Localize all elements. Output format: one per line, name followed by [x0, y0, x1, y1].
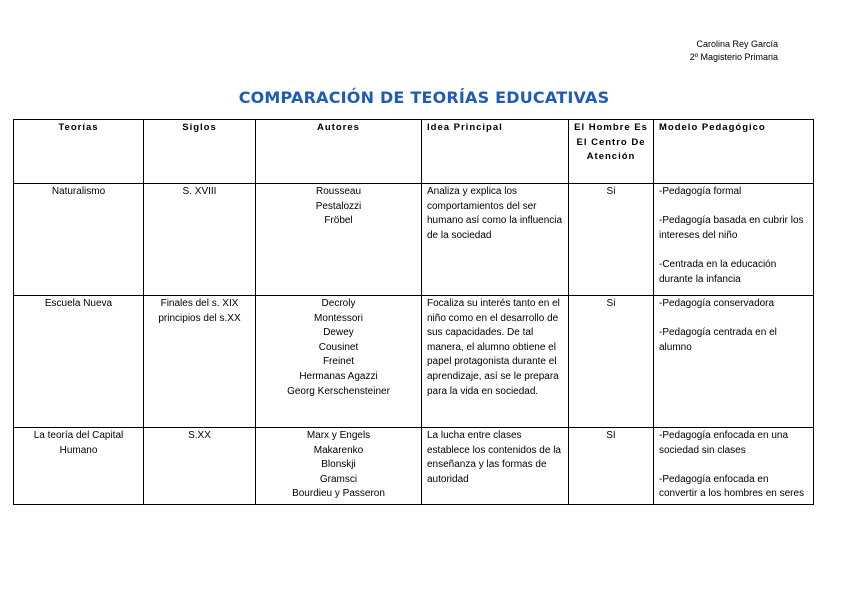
table-row — [14, 428, 814, 505]
header-hombre-centro: El Hombre Es El Centro De Atención — [569, 120, 654, 184]
header-teorias: Teorías — [14, 120, 144, 184]
header-siglos: Siglos — [144, 120, 256, 184]
model-item: -Pedagogía enfocada en convertir a los hombres en seres — [659, 473, 805, 500]
cell-idea: La lucha entre clases establece los contenidos de la enseñanza y las formas de autoridad — [422, 428, 569, 505]
author-item: Montessori — [314, 312, 363, 324]
model-item: -Pedagogía formal — [659, 186, 742, 197]
cell-hombre: Si — [569, 296, 654, 428]
author-item: Freinet — [322, 356, 355, 368]
cell-siglo: S.XX — [144, 428, 256, 505]
model-item: -Pedagogía enfocada en una sociedad sin clases — [659, 430, 788, 456]
cell-teoria: Escuela Nueva — [14, 296, 144, 428]
author-item: Dewey — [323, 327, 354, 339]
cell-modelo — [654, 184, 814, 296]
cell-hombre: SI — [569, 428, 654, 505]
table-row — [14, 184, 814, 296]
author-block — [690, 38, 778, 64]
author-item: Blonskji — [321, 459, 356, 471]
author-item: Makarenko — [313, 444, 364, 456]
model-item: -Pedagogía basada en cubrir los intereses del niño — [659, 215, 804, 241]
cell-idea: Focaliza su interés tanto en el niño como en el desarrollo de sus capacidades. De tal manera, el alumno obtiene el papel protagonista durante el aprendizaje, así se le prepara para la vida en sociedad. — [422, 296, 569, 428]
table-header-row — [14, 120, 814, 184]
page-title: COMPARACIÓN DE TEORÍAS EDUCATIVAS — [238, 88, 610, 107]
author-item: Pestalozzi — [315, 200, 362, 212]
cell-autores — [256, 184, 422, 296]
cell-siglo: S. XVIII — [144, 184, 256, 296]
header-autores: Autores — [256, 120, 422, 184]
author-item: Hermanas Agazzi — [299, 370, 378, 382]
header-modelo-pedagogico: Modelo Pedagógico — [654, 120, 814, 184]
author-item: Marx y Engels — [306, 430, 371, 441]
author-item: Gramsci — [319, 473, 358, 485]
model-item: -Pedagogía conservadora — [659, 298, 775, 309]
cell-hombre: Si — [569, 184, 654, 296]
cell-autores — [256, 428, 422, 505]
author-item: Decroly — [321, 298, 356, 309]
author-item: Bourdieu y Passeron — [292, 488, 385, 500]
author-course: 2º Magisterio Primaria — [689, 52, 778, 62]
author-item: Rousseau — [315, 186, 362, 197]
cell-modelo — [654, 296, 814, 428]
cell-teoria: Naturalismo — [14, 184, 144, 296]
header-idea-principal: Idea Principal — [422, 120, 569, 184]
table-row — [14, 296, 814, 428]
model-item: -Centrada en la educación durante la infancia — [659, 258, 777, 285]
cell-teoria: La teoría del Capital Humano — [14, 428, 144, 505]
cell-autores — [256, 296, 422, 428]
cell-siglo: Finales del s. XIX principios del s.XX — [144, 296, 256, 428]
theories-table — [13, 119, 814, 505]
cell-idea: Analiza y explica los comportamientos del ser humano así como la influencia de la sociedad — [422, 184, 569, 296]
model-item: -Pedagogía centrada en el alumno — [659, 327, 777, 353]
author-item: Cousinet — [318, 341, 359, 353]
cell-modelo — [654, 428, 814, 505]
author-item: Georg Kerschensteiner — [287, 385, 390, 397]
author-name: Carolina Rey García — [696, 39, 778, 49]
author-item: Fröbel — [324, 215, 353, 227]
